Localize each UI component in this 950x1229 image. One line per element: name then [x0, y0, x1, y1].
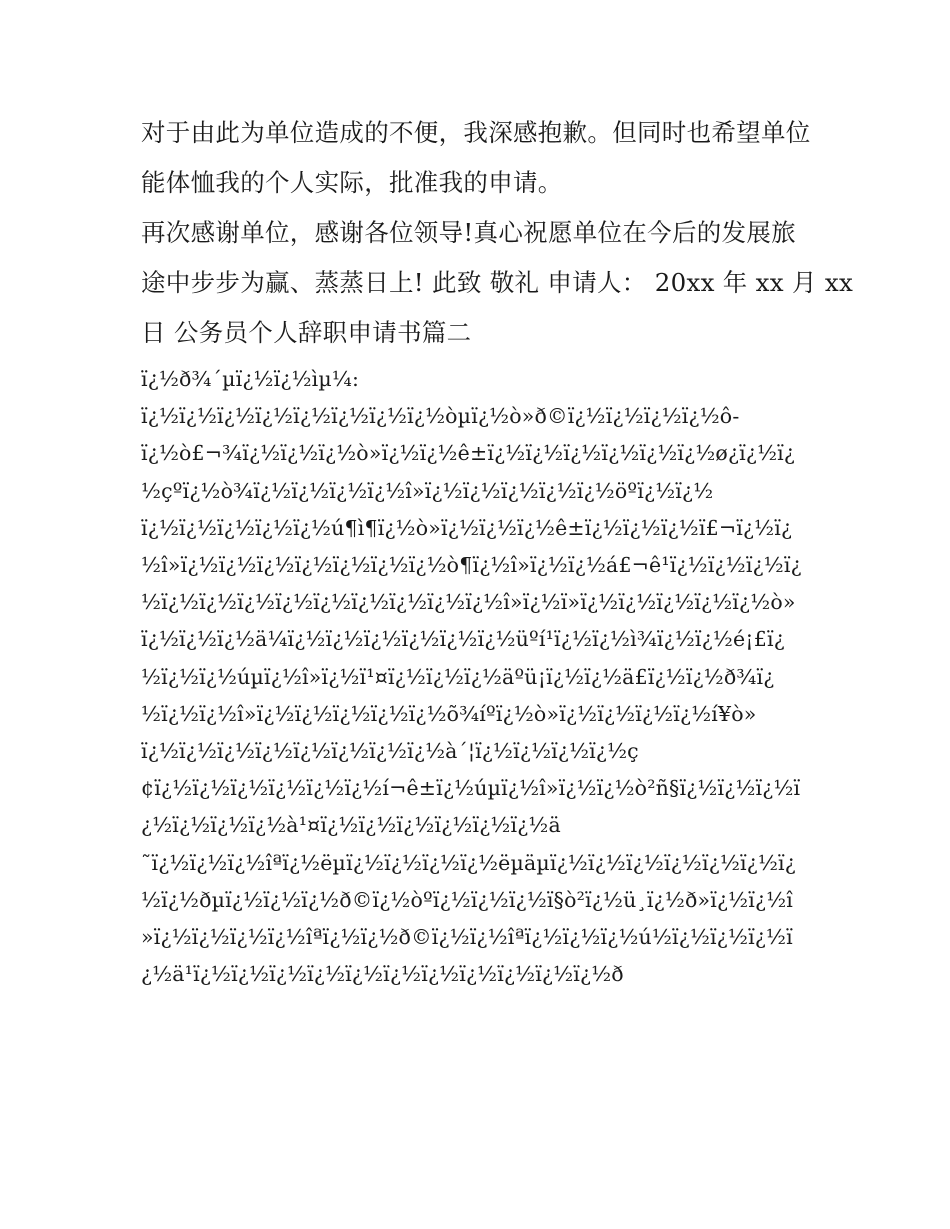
garbled-salutation: ï¿½ð¾´µï¿½ï¿½ìµ¼: — [141, 367, 360, 391]
garbled-line: ¢ï¿½ï¿½ï¿½ï¿½ï¿½ï¿½í¬ê±ï¿½úµï¿½î»ï¿½ï¿½ò²ñ§ï¿½ï¿½ï¿½ï — [141, 776, 801, 801]
garbled-line: ½ï¿½ï¿½úµï¿½î»ï¿½ï¹¤ï¿½ï¿½ï¿½äºü¡ï¿½ï¿½ä£ï¿½ï¿½ð¾ï¿ — [141, 664, 775, 689]
body-line: 能体恤我的个人实际，批准我的申请。 — [141, 168, 563, 197]
garbled-line: ½ï¿½ðµï¿½ï¿½ï¿½ð©ï¿½òºï¿½ï¿½ï¿½ï§ò²ï¿½ü¸ï¿½ð»ï¿½ï¿½î — [141, 887, 794, 912]
garbled-line: ¿½ï¿½ï¿½ï¿½à¹¤ï¿½ï¿½ï¿½ï¿½ï¿½ï¿½ä — [141, 813, 561, 838]
body-line: 再次感谢单位，感谢各位领导!真心祝愿单位在今后的发展旅 — [141, 218, 796, 247]
document-body — [141, 108, 854, 993]
garbled-line: ï¿½ï¿½ï¿½ä¼ï¿½ï¿½ï¿½ï¿½ï¿½ï¿½üºí¹ï¿½ï¿½ì¾ï¿½ï¿½é¡£ï¿ — [141, 627, 785, 652]
garbled-line: ½ï¿½ï¿½î»ï¿½ï¿½ï¿½ï¿½ï¿½õ¾íºï¿½ò»ï¿½ï¿½ï¿½ï¿½í¥ò» — [141, 701, 757, 726]
garbled-line: ï¿½ï¿½ï¿½ï¿½ï¿½ï¿½ï¿½ï¿½à´¦ï¿½ï¿½ï¿½ï¿½ç — [141, 739, 639, 764]
garbled-line: ½î»ï¿½ï¿½ï¿½ï¿½ï¿½ï¿½ï¿½ò¶ï¿½î»ï¿½ï¿½á£¬ê¹ï¿½ï¿½ï¿½ï¿ — [141, 553, 802, 578]
garbled-line: ½çºï¿½ò¾ï¿½ï¿½ï¿½ï¿½î»ï¿½ï¿½ï¿½ï¿½ï¿½öºï¿½ï¿½ — [141, 478, 714, 503]
garbled-line: ï¿½ï¿½ï¿½ï¿½ï¿½ú¶ì¶ï¿½ò»ï¿½ï¿½ï¿½ê±ï¿½ï¿½ï¿½ï£¬ï¿½ï¿ — [141, 515, 793, 540]
section-heading-line: 日 公务员个人辞职申请书篇二 — [141, 318, 472, 347]
body-line: 途中步步为赢、蒸蒸日上! 此致 敬礼 申请人： 20xx 年 xx 月 xx — [141, 268, 854, 297]
body-line: 对于由此为单位造成的不便，我深感抱歉。但同时也希望单位 — [141, 118, 811, 147]
garbled-line: ½ï¿½ï¿½ï¿½ï¿½ï¿½ï¿½ï¿½ï¿½ï¿½î»ï¿½ï»ï¿½ï¿½ï¿½ï¿½ï¿½ò» — [141, 590, 796, 615]
garbled-line: ï¿½ï¿½ï¿½ï¿½ï¿½ï¿½ï¿½ï¿½òµï¿½ò»ð©ï¿½ï¿½ï¿½ï¿½ô- — [141, 404, 740, 429]
garbled-line: ¿½ä¹ï¿½ï¿½ï¿½ï¿½ï¿½ï¿½ï¿½ï¿½ï¿½ï¿½ï¿½ð — [141, 962, 624, 987]
garbled-line: ˜ï¿½ï¿½ï¿½îªï¿½ëµï¿½ï¿½ï¿½ï¿½ëµäµï¿½ï¿½ï¿½ï¿½ï¿½ï¿½ï¿ — [141, 850, 796, 875]
garbled-line: »ï¿½ï¿½ï¿½ï¿½îªï¿½ï¿½ð©ï¿½ï¿½îªï¿½ï¿½ï¿½ú½ï¿½ï¿½ï¿½ï — [141, 925, 793, 950]
garbled-line: ï¿½ò£¬¾ï¿½ï¿½ï¿½ò»ï¿½ï¿½ê±ï¿½ï¿½ï¿½ï¿½ï¿½ï¿½ø¿ï¿½ï¿ — [141, 441, 796, 466]
